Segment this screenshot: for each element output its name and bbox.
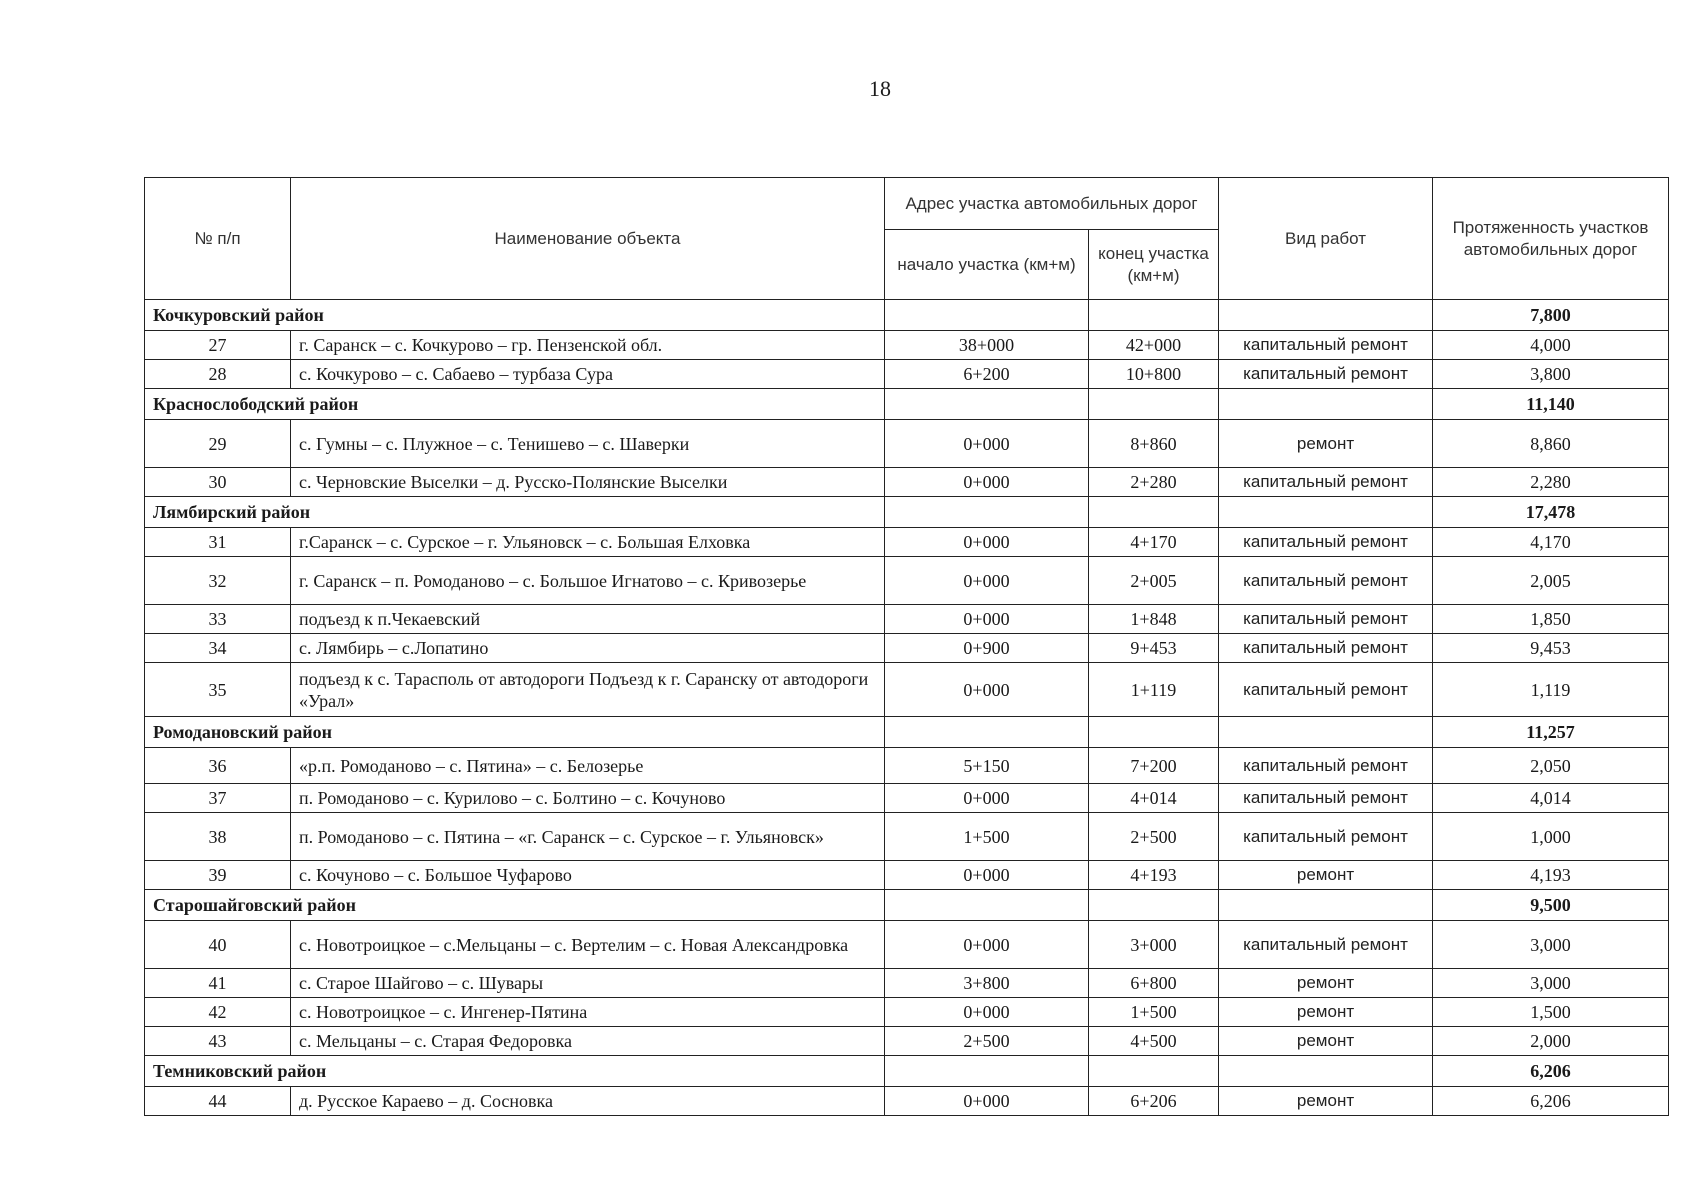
table-row (145, 1027, 1669, 1056)
object-name: д. Русское Караево – д. Сосновка (291, 1087, 885, 1116)
section-start: 0+000 (885, 420, 1089, 468)
section-start: 0+000 (885, 605, 1089, 634)
section-start: 0+000 (885, 1087, 1089, 1116)
row-number: 34 (145, 634, 291, 663)
section-length: 4,170 (1433, 528, 1669, 557)
work-type: капитальный ремонт (1219, 784, 1433, 813)
section-start: 0+000 (885, 861, 1089, 890)
row-number: 42 (145, 998, 291, 1027)
section-end: 10+800 (1089, 360, 1219, 389)
section-length: 3,000 (1433, 969, 1669, 998)
district-row (145, 497, 1669, 528)
work-type: капитальный ремонт (1219, 663, 1433, 717)
header-length: Протяженность участков автомобильных дорог (1433, 178, 1669, 300)
object-name: с. Кочкурово – с. Сабаево – турбаза Сура (291, 360, 885, 389)
work-type: ремонт (1219, 998, 1433, 1027)
district-name: Старошайговский район (145, 890, 885, 921)
table-row (145, 861, 1669, 890)
section-end: 4+170 (1089, 528, 1219, 557)
section-start: 0+000 (885, 784, 1089, 813)
empty-cell (1089, 890, 1219, 921)
header-num: № п/п (145, 178, 291, 300)
empty-cell (1219, 389, 1433, 420)
row-number: 38 (145, 813, 291, 861)
section-start: 3+800 (885, 969, 1089, 998)
row-number: 29 (145, 420, 291, 468)
object-name: с. Новотроицкое – с.Мельцаны – с. Вертелим – с. Новая Александровка (291, 921, 885, 969)
row-number: 27 (145, 331, 291, 360)
empty-cell (885, 497, 1089, 528)
table-row (145, 420, 1669, 468)
section-length: 1,119 (1433, 663, 1669, 717)
empty-cell (885, 300, 1089, 331)
object-name: подъезд к с. Тарасполь от автодороги Подъезд к г. Саранску от автодороги «Урал» (291, 663, 885, 717)
section-length: 4,000 (1433, 331, 1669, 360)
section-length: 6,206 (1433, 1087, 1669, 1116)
table-row (145, 528, 1669, 557)
row-number: 43 (145, 1027, 291, 1056)
section-end: 6+800 (1089, 969, 1219, 998)
empty-cell (885, 890, 1089, 921)
section-start: 0+000 (885, 663, 1089, 717)
table-row (145, 784, 1669, 813)
table-row (145, 998, 1669, 1027)
work-type: капитальный ремонт (1219, 748, 1433, 784)
object-name: с. Мельцаны – с. Старая Федоровка (291, 1027, 885, 1056)
section-start: 1+500 (885, 813, 1089, 861)
table-row (145, 331, 1669, 360)
district-total: 17,478 (1433, 497, 1669, 528)
object-name: г. Саранск – п. Ромоданово – с. Большое Игнатово – с. Кривозерье (291, 557, 885, 605)
row-number: 30 (145, 468, 291, 497)
section-end: 1+500 (1089, 998, 1219, 1027)
section-end: 1+119 (1089, 663, 1219, 717)
section-length: 2,050 (1433, 748, 1669, 784)
section-start: 0+000 (885, 468, 1089, 497)
section-end: 2+280 (1089, 468, 1219, 497)
table-header (145, 178, 1669, 300)
district-name: Лямбирский район (145, 497, 885, 528)
object-name: п. Ромоданово – с. Пятина – «г. Саранск – с. Сурское – г. Ульяновск» (291, 813, 885, 861)
work-type: капитальный ремонт (1219, 557, 1433, 605)
section-end: 7+200 (1089, 748, 1219, 784)
table-row (145, 813, 1669, 861)
row-number: 28 (145, 360, 291, 389)
row-number: 31 (145, 528, 291, 557)
object-name: с. Старое Шайгово – с. Шувары (291, 969, 885, 998)
district-row (145, 389, 1669, 420)
page-number: 18 (869, 76, 891, 101)
section-start: 6+200 (885, 360, 1089, 389)
empty-cell (1089, 300, 1219, 331)
row-number: 40 (145, 921, 291, 969)
district-name: Темниковский район (145, 1056, 885, 1087)
district-total: 7,800 (1433, 300, 1669, 331)
section-length: 4,193 (1433, 861, 1669, 890)
section-length: 1,500 (1433, 998, 1669, 1027)
object-name: с. Новотроицкое – с. Ингенер-Пятина (291, 998, 885, 1027)
work-type: ремонт (1219, 861, 1433, 890)
object-name: п. Ромоданово – с. Курилово – с. Болтино – с. Кочуново (291, 784, 885, 813)
empty-cell (885, 1056, 1089, 1087)
row-number: 35 (145, 663, 291, 717)
object-name: г. Саранск – с. Кочкурово – гр. Пензенской обл. (291, 331, 885, 360)
table-row (145, 557, 1669, 605)
object-name: подъезд к п.Чекаевский (291, 605, 885, 634)
section-start: 0+000 (885, 998, 1089, 1027)
section-length: 9,453 (1433, 634, 1669, 663)
section-start: 38+000 (885, 331, 1089, 360)
section-start: 5+150 (885, 748, 1089, 784)
row-number: 32 (145, 557, 291, 605)
table-row (145, 921, 1669, 969)
section-start: 0+000 (885, 921, 1089, 969)
row-number: 44 (145, 1087, 291, 1116)
header-end: конец участка (км+м) (1089, 230, 1219, 300)
empty-cell (1089, 389, 1219, 420)
district-name: Краснослободский район (145, 389, 885, 420)
empty-cell (885, 389, 1089, 420)
empty-cell (1219, 1056, 1433, 1087)
table-row (145, 468, 1669, 497)
object-name: с. Лямбирь – с.Лопатино (291, 634, 885, 663)
work-type: ремонт (1219, 1087, 1433, 1116)
work-type: ремонт (1219, 969, 1433, 998)
work-type: капитальный ремонт (1219, 360, 1433, 389)
district-name: Ромодановский район (145, 717, 885, 748)
table-row (145, 605, 1669, 634)
work-type: капитальный ремонт (1219, 634, 1433, 663)
district-row (145, 300, 1669, 331)
section-end: 9+453 (1089, 634, 1219, 663)
empty-cell (1219, 300, 1433, 331)
section-length: 3,800 (1433, 360, 1669, 389)
row-number: 39 (145, 861, 291, 890)
section-length: 2,000 (1433, 1027, 1669, 1056)
district-row (145, 717, 1669, 748)
empty-cell (1219, 497, 1433, 528)
header-start: начало участка (км+м) (885, 230, 1089, 300)
district-row (145, 1056, 1669, 1087)
section-end: 4+014 (1089, 784, 1219, 813)
empty-cell (1089, 717, 1219, 748)
section-end: 42+000 (1089, 331, 1219, 360)
work-type: капитальный ремонт (1219, 605, 1433, 634)
object-name: с. Черновские Выселки – д. Русско-Полянские Выселки (291, 468, 885, 497)
section-length: 2,005 (1433, 557, 1669, 605)
district-row (145, 890, 1669, 921)
empty-cell (885, 717, 1089, 748)
empty-cell (1089, 1056, 1219, 1087)
object-name: «р.п. Ромоданово – с. Пятина» – с. Белозерье (291, 748, 885, 784)
district-name: Кочкуровский район (145, 300, 885, 331)
section-length: 8,860 (1433, 420, 1669, 468)
row-number: 33 (145, 605, 291, 634)
section-length: 1,850 (1433, 605, 1669, 634)
table-row (145, 969, 1669, 998)
section-start: 0+000 (885, 528, 1089, 557)
table-row (145, 634, 1669, 663)
section-start: 0+000 (885, 557, 1089, 605)
section-end: 6+206 (1089, 1087, 1219, 1116)
row-number: 36 (145, 748, 291, 784)
work-type: капитальный ремонт (1219, 813, 1433, 861)
table-row (145, 360, 1669, 389)
section-end: 1+848 (1089, 605, 1219, 634)
section-start: 0+900 (885, 634, 1089, 663)
section-length: 4,014 (1433, 784, 1669, 813)
section-start: 2+500 (885, 1027, 1089, 1056)
empty-cell (1219, 890, 1433, 921)
header-address: Адрес участка автомобильных дорог (885, 178, 1219, 230)
header-work: Вид работ (1219, 178, 1433, 300)
table-body (145, 300, 1669, 1116)
roads-table (144, 177, 1669, 1116)
district-total: 9,500 (1433, 890, 1669, 921)
empty-cell (1219, 717, 1433, 748)
district-total: 6,206 (1433, 1056, 1669, 1087)
section-end: 3+000 (1089, 921, 1219, 969)
section-end: 4+500 (1089, 1027, 1219, 1056)
section-end: 2+500 (1089, 813, 1219, 861)
work-type: ремонт (1219, 420, 1433, 468)
section-length: 1,000 (1433, 813, 1669, 861)
table-row (145, 748, 1669, 784)
table-row (145, 663, 1669, 717)
section-length: 3,000 (1433, 921, 1669, 969)
work-type: капитальный ремонт (1219, 331, 1433, 360)
work-type: капитальный ремонт (1219, 921, 1433, 969)
work-type: капитальный ремонт (1219, 528, 1433, 557)
empty-cell (1089, 497, 1219, 528)
district-total: 11,140 (1433, 389, 1669, 420)
section-end: 8+860 (1089, 420, 1219, 468)
section-end: 4+193 (1089, 861, 1219, 890)
table-row (145, 1087, 1669, 1116)
row-number: 41 (145, 969, 291, 998)
work-type: ремонт (1219, 1027, 1433, 1056)
object-name: с. Гумны – с. Плужное – с. Тенишево – с. Шаверки (291, 420, 885, 468)
district-total: 11,257 (1433, 717, 1669, 748)
object-name: г.Саранск – с. Сурское – г. Ульяновск – с. Большая Елховка (291, 528, 885, 557)
section-end: 2+005 (1089, 557, 1219, 605)
row-number: 37 (145, 784, 291, 813)
section-length: 2,280 (1433, 468, 1669, 497)
work-type: капитальный ремонт (1219, 468, 1433, 497)
header-name: Наименование объекта (291, 178, 885, 300)
object-name: с. Кочуново – с. Большое Чуфарово (291, 861, 885, 890)
